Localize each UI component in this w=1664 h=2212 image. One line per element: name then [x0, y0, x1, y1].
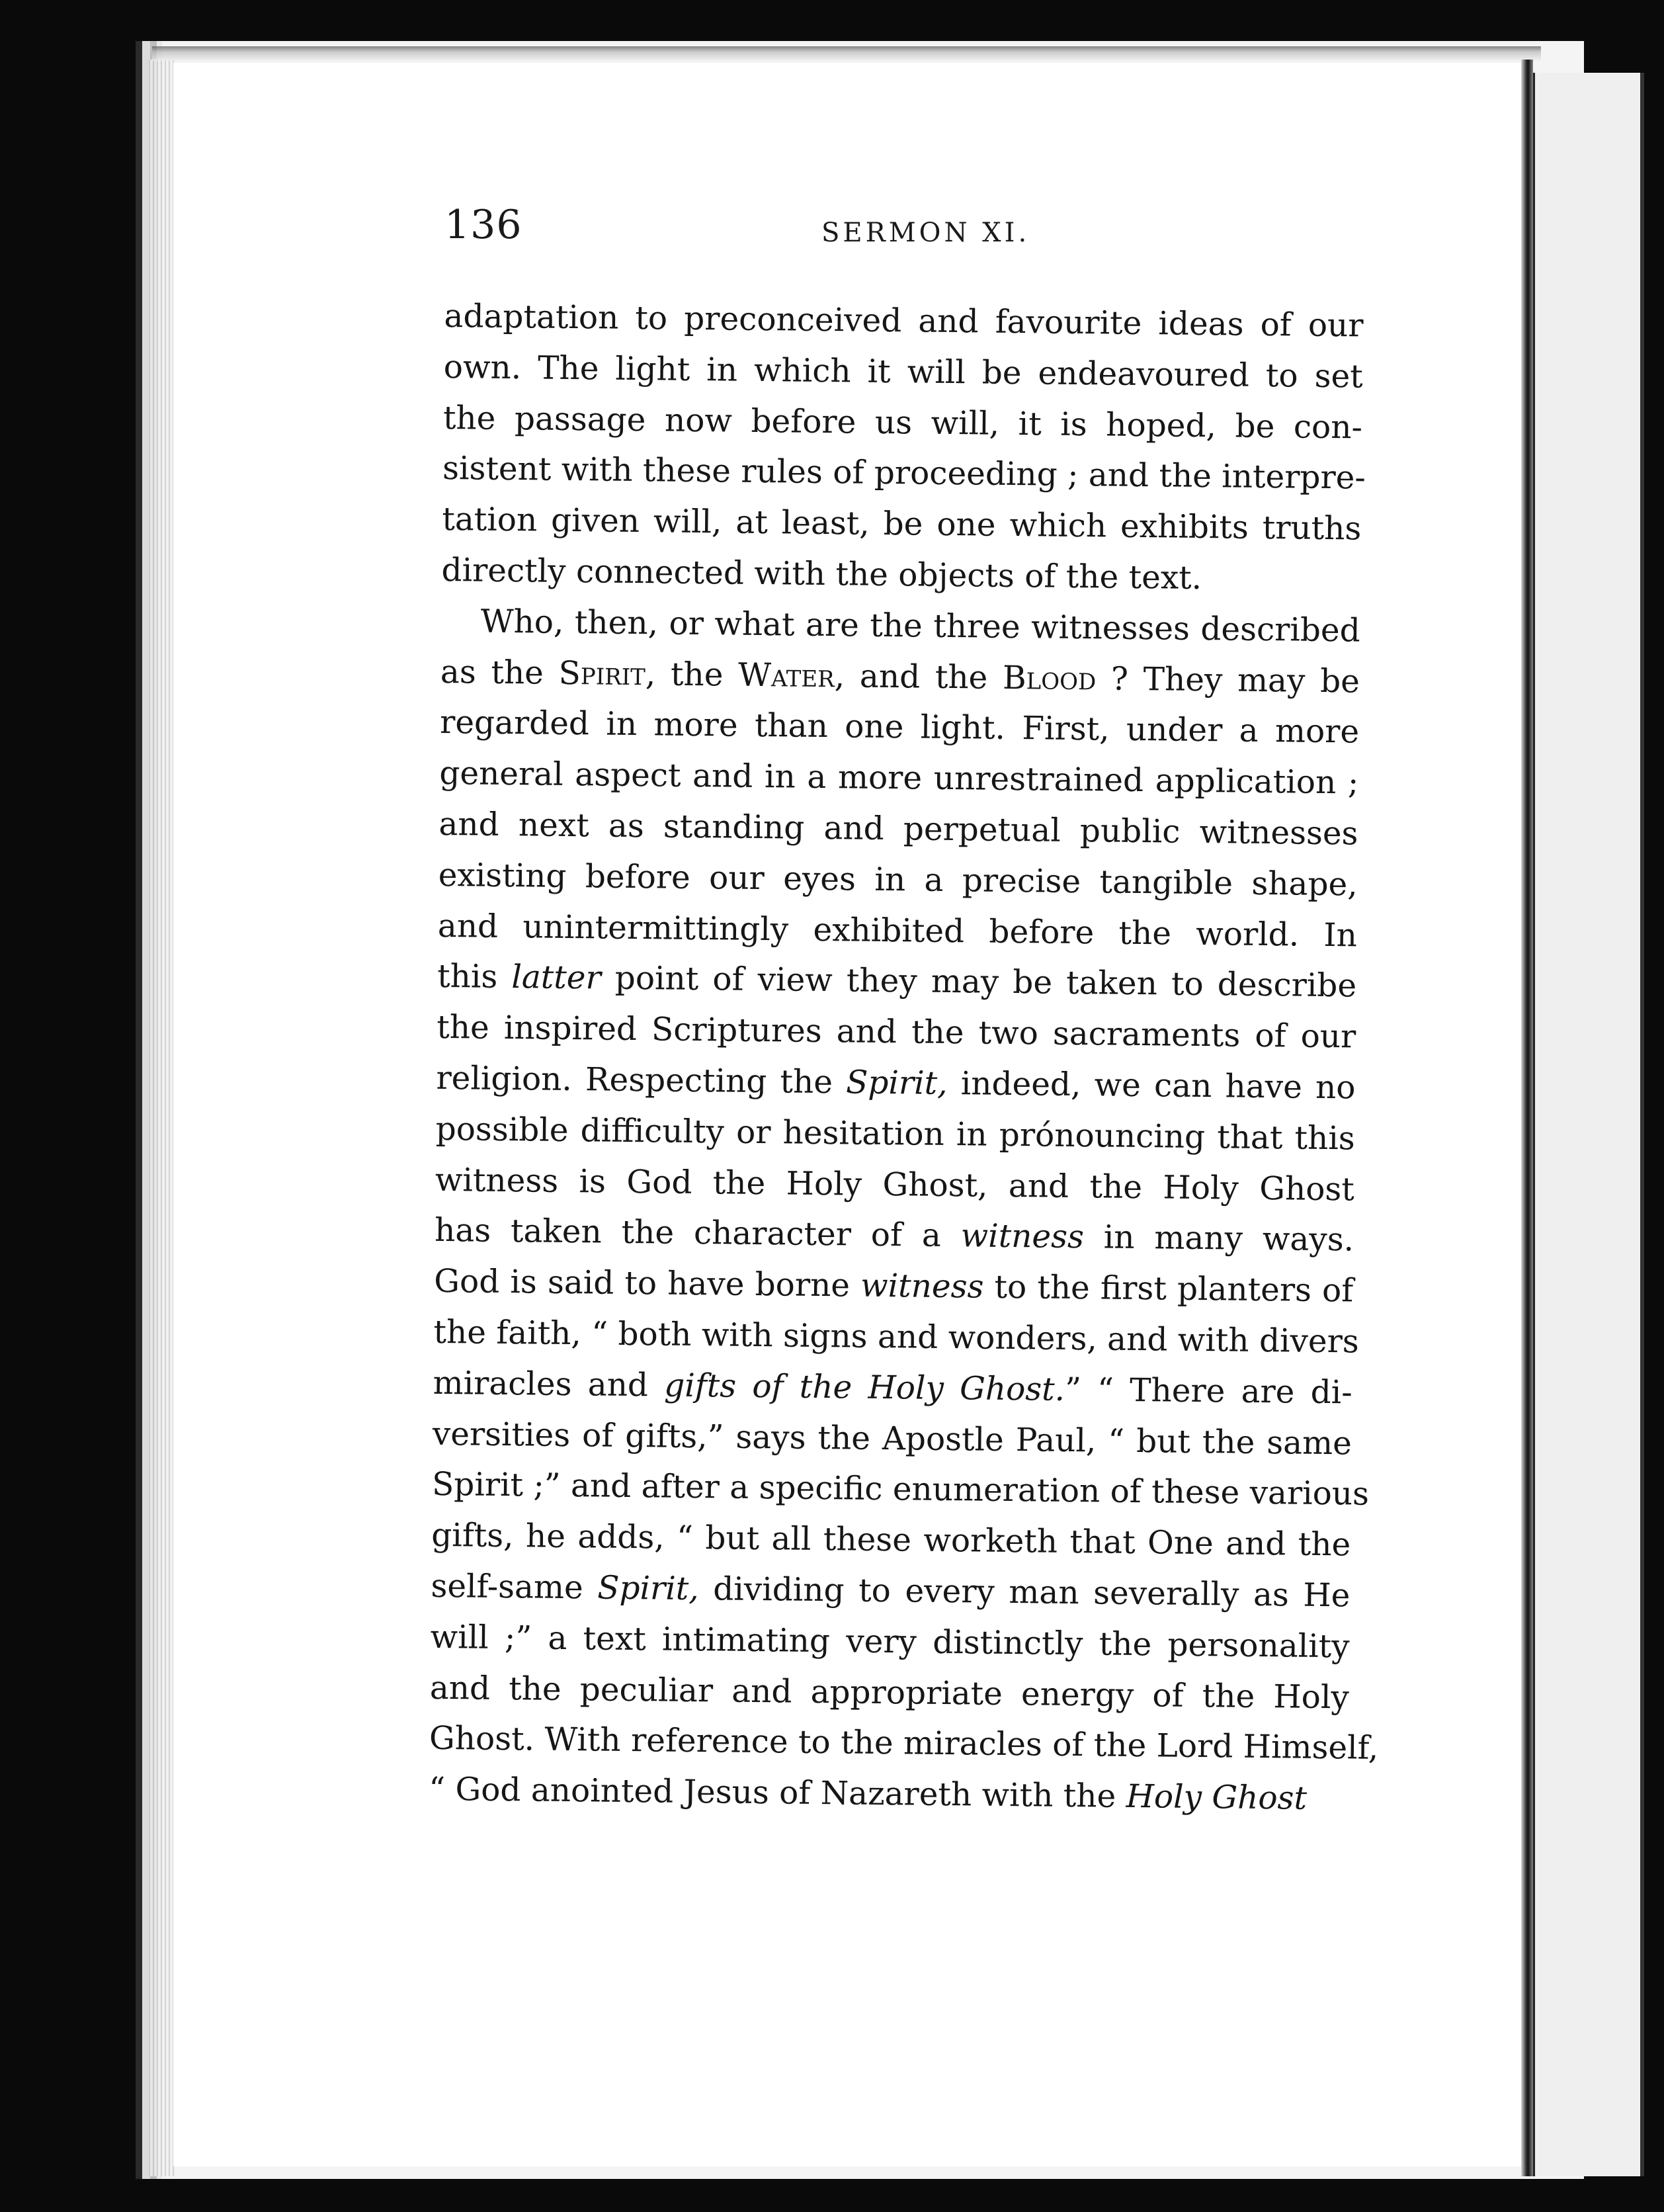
- text-run: gifts, he adds, “ but all these worketh that One and the: [431, 1517, 1351, 1564]
- text-line: [430, 1612, 1350, 1672]
- text-line: [440, 647, 1360, 707]
- italic-text: Holy Ghost: [1126, 1778, 1308, 1817]
- text-run: existing before our eyes in a precise tangible shape,: [438, 856, 1358, 904]
- text-run: possible difficulty or hesitation in prónouncing that this: [435, 1110, 1355, 1158]
- text-run: and unintermittingly exhibited before the world. In: [437, 907, 1358, 955]
- text-line: [431, 1459, 1370, 1519]
- text-line: [429, 1713, 1379, 1773]
- text-run: and next as standing and perpetual public witnesses: [438, 805, 1358, 853]
- book-gutter: [1521, 60, 1533, 2176]
- italic-text: witness: [960, 1217, 1085, 1256]
- text-run: , and the: [834, 657, 1003, 697]
- text-run: God is said to have borne: [434, 1263, 861, 1304]
- italic-text: Spirit,: [597, 1569, 699, 1608]
- text-run: , the: [645, 655, 739, 694]
- text-line: [442, 494, 1362, 554]
- small-caps-text: Blood: [1002, 659, 1097, 697]
- text-line: [441, 545, 1361, 605]
- text-run: in many ways.: [1083, 1218, 1354, 1259]
- text-run: indeed, we can have no: [947, 1064, 1356, 1107]
- text-run: directly connected with the objects of the text.: [441, 551, 1202, 597]
- text-run: the faith, “ both with signs and wonders, and with divers: [433, 1313, 1360, 1361]
- text-line: [433, 1408, 1352, 1468]
- text-line: [444, 291, 1364, 351]
- text-run: regarded in more than one light. First, under a more: [439, 704, 1360, 751]
- text-run: as the: [440, 653, 559, 692]
- text-line: [433, 1358, 1352, 1418]
- text-run: the inspired Scriptures and the two sacraments of our: [437, 1009, 1356, 1056]
- text-line: [440, 697, 1360, 757]
- text-run: this: [437, 958, 512, 996]
- text-line: [437, 1002, 1356, 1062]
- text-run: miracles and: [433, 1364, 665, 1404]
- text-run: “ God anointed Jesus of Nazareth with the: [428, 1770, 1126, 1816]
- text-line: [429, 1662, 1349, 1723]
- text-line: [443, 342, 1363, 402]
- italic-text: witness: [860, 1267, 984, 1306]
- text-line: [437, 951, 1357, 1011]
- text-line: [438, 799, 1358, 859]
- text-run: has taken the character of a: [434, 1212, 962, 1255]
- text-line: [440, 596, 1360, 656]
- text-run: ? They may be: [1095, 659, 1360, 701]
- text-line: [434, 1256, 1354, 1316]
- text-run: Ghost. With reference to the miracles of the Lord Himself,: [429, 1720, 1379, 1767]
- text-run: Spirit ;” and after a specific enumeration of these various: [431, 1466, 1370, 1513]
- text-run: ” “ There are di-: [1064, 1371, 1352, 1412]
- text-line: [433, 1307, 1360, 1367]
- text-run: dividing to every man severally as He: [698, 1570, 1351, 1615]
- page-edges-top: [152, 46, 1541, 61]
- text-run: and the peculiar and appropriate energy of the Holy: [429, 1669, 1350, 1716]
- text-line: [435, 1104, 1355, 1164]
- text-line: [429, 1764, 1349, 1824]
- text-run: own. The light in which it will be endeavoured to set: [443, 348, 1364, 396]
- text-line: [443, 393, 1363, 453]
- text-run: Who, then, or what are the three witnesses described: [480, 603, 1360, 650]
- text-run: witness is God the Holy Ghost, and the Holy Ghost: [435, 1161, 1355, 1209]
- text-run: to the first planters of: [983, 1268, 1354, 1310]
- italic-text: latter: [511, 958, 601, 997]
- facing-page-edge: [1533, 73, 1644, 2176]
- text-line: [431, 1561, 1351, 1621]
- page-number: 136: [444, 202, 522, 248]
- page-header: [444, 202, 1357, 255]
- text-run: self-same: [431, 1567, 598, 1607]
- text-run: point of view they may be taken to describe: [601, 959, 1357, 1005]
- text-run: adaptation to preconceived and favourite ideas of our: [444, 297, 1364, 345]
- running-head: SERMON XI.: [821, 218, 1030, 248]
- text-line: [435, 1154, 1355, 1214]
- text-run: the passage now before us will, it is hoped, be con-: [442, 399, 1363, 447]
- text-line: [431, 1510, 1351, 1570]
- text-line: [439, 748, 1359, 808]
- text-run: tation given will, at least, be one which exhibits truths: [442, 501, 1362, 548]
- text-run: will ;” a text intimating very distinctly the personality: [430, 1618, 1350, 1666]
- text-run: religion. Respecting the: [436, 1059, 847, 1101]
- italic-text: gifts of the Holy Ghost.: [663, 1367, 1065, 1408]
- text-line: [438, 850, 1358, 910]
- text-line: [442, 443, 1366, 503]
- small-caps-text: Spirit: [558, 654, 646, 693]
- text-run: general aspect and in a more unrestrained application ;: [439, 755, 1359, 802]
- text-line: [436, 1053, 1356, 1113]
- italic-text: Spirit,: [845, 1064, 948, 1102]
- text-line: [438, 901, 1358, 961]
- text-run: sistent with these rules of proceeding ; and the interpre-: [442, 450, 1366, 497]
- text-run: versities of gifts,” says the Apostle Paul, “ but the same: [432, 1415, 1352, 1462]
- body-text: [428, 291, 1379, 1824]
- small-caps-text: Water: [737, 656, 835, 695]
- text-line: [435, 1205, 1354, 1265]
- page-edges-left: [149, 60, 175, 2176]
